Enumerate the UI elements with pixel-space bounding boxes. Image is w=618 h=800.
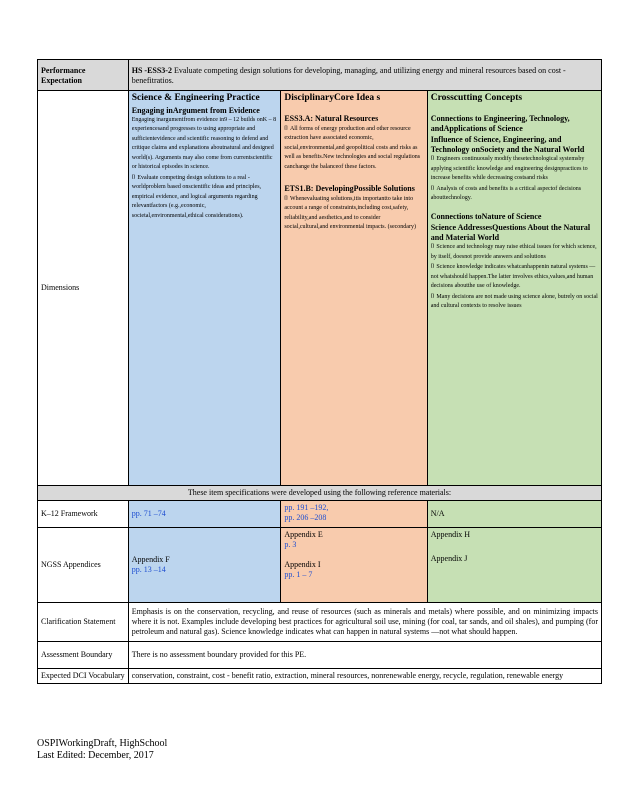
assessment-text: There is no assessment boundary provided for this PE. xyxy=(128,642,601,669)
reference-note: These item specifications were developed using the following reference materials: xyxy=(38,486,602,501)
sep-body: Engaging inargumentfrom evidence in9 – 12 builds onK – 8 experiencesand progresses to using appropriate and sufficientevidence and scientific reasoning to defend and critique claims and explanations aboutnatural and designed world(s). Arguments may also come from currentscientific or historical episodes in science. xyxy=(131,116,277,170)
ets1b-title: ETS1.B: DevelopingPossible Solutions xyxy=(284,184,415,193)
k12-sep-link[interactable]: pp. 71 –74 xyxy=(131,509,166,518)
clarification-row xyxy=(38,603,602,642)
ets1b-bullet xyxy=(284,195,423,233)
document-footer xyxy=(37,738,167,762)
ngss-appendices-row xyxy=(38,528,602,603)
k12-ccc-ref: N/A xyxy=(427,501,601,528)
vocabulary-label: Expected DCI Vocabulary xyxy=(38,669,129,684)
sep-bullet-text: Evaluate competing design solutions to a real - worldproblem based onscientific ideas and principles, empirical evidence, and logical arguments regarding relevantfactors (e.g.,economic, societal,environmental,ethical considerations). xyxy=(131,174,262,219)
clarification-text: Emphasis is on the conservation, recycling, and reuse of resources (such as minerals and metals) where possible, and on minimizing impacts where it is not. Examples include developing best practices for agricultural soil use, mining (for coal, tar sands, and oil shales), and pumping (for petroleum and natural gas). Science knowledge indicates what can happen in natural systems —not what should happen. xyxy=(128,603,601,642)
k12-framework-label: K–12 Framework xyxy=(38,501,129,528)
ccc-sec2-bullet-3: ⌷ Many decisions are not made using science alone, butrely on social and cultural contexts to resolve issues xyxy=(430,293,598,309)
item-specification-table xyxy=(37,59,602,684)
ngss-ccc-appendix-j: Appendix J xyxy=(430,554,468,563)
sep-subtitle: Engaging inArgument from Evidence xyxy=(131,106,260,115)
spec-document xyxy=(37,59,602,684)
ess3a-text: All forms of energy production and other resource extraction have associated economic, social,environmental,and geopolitical costs and risks as well as benefits.New technologies and social regulations canchange the balanceof these factors. xyxy=(284,125,421,170)
ccc-sec1-bullet-1: ⌷ Engineers continuously modify thesetechnological systemsby applying scientific knowledge and engineering designpractices to increase benefits while decreasing costsand risks xyxy=(430,156,588,181)
ngss-dci-pages-e[interactable]: p. 3 xyxy=(284,540,297,549)
ccc-sec2-subtitle: Science AddressesQuestions About the Natural and Material World xyxy=(430,223,591,242)
ngss-sep-pages[interactable]: pp. 13 –14 xyxy=(131,565,166,574)
ess3a-bullet xyxy=(284,125,423,173)
k12-sep-ref xyxy=(128,501,281,528)
bullet-icon: ⌷ xyxy=(284,195,288,202)
vocabulary-row xyxy=(38,669,602,684)
ess3a-title: ESS3.A: Natural Resources xyxy=(284,114,379,123)
ngss-dci-ref xyxy=(281,528,427,603)
ngss-dci-pages-i[interactable]: pp. 1 – 7 xyxy=(284,570,313,579)
ccc-cell xyxy=(427,91,601,486)
bullet-icon: ⌷ xyxy=(430,244,435,250)
k12-dci-ref xyxy=(281,501,427,528)
ccc-sec2-title: Connections toNature of Science xyxy=(430,211,542,221)
ccc-sec2-bullet-2: ⌷ Science knowledge indicates whatcanhappenin natural systems — not whatshould happen.The latter involves ethics,values,and human decisions aboutthe use of knowledge. xyxy=(430,264,596,289)
ccc-sec1-title: Connections to Engineering, Technology, andApplications of Science xyxy=(430,114,570,133)
dimensions-label: Dimensions xyxy=(38,91,129,486)
pe-statement xyxy=(128,60,601,91)
ccc-sec1-subtitle: Influence of Science, Engineering, and Technology onSociety and the Natural World xyxy=(430,135,585,154)
bullet-icon: ⌷ xyxy=(430,293,435,300)
ccc-sec1-bullet-2: ⌷ Analysis of costs and benefits is a critical aspectof decisions abouttechnology. xyxy=(430,185,582,201)
ccc-sec2-bullet-1: ⌷ Science and technology may raise ethical issues for which science, by itself, doesnot provide answers and solutions xyxy=(430,244,597,260)
ngss-appendices-label: NGSS Appendices xyxy=(38,528,129,603)
bullet-icon: ⌷ xyxy=(284,125,288,132)
bullet-icon: ⌷ xyxy=(430,264,435,270)
assessment-row xyxy=(38,642,602,669)
ccc-title: Crosscutting Concepts xyxy=(430,93,523,103)
bullet-icon: ⌷ xyxy=(430,185,435,192)
ngss-dci-appendix-e: Appendix E xyxy=(284,530,323,539)
clarification-label: Clarification Statement xyxy=(38,603,129,642)
ngss-dci-appendix-i: Appendix I xyxy=(284,560,321,569)
pe-code: HS -ESS3-2 xyxy=(131,66,172,75)
vocabulary-text: conservation, constraint, cost - benefit ratio, extraction, mineral resources, nonrenewable energy, recycle, regulation, renewable energy xyxy=(128,669,601,684)
k12-dci-link-2[interactable]: pp. 206 –208 xyxy=(284,513,327,522)
ngss-ccc-ref xyxy=(427,528,601,603)
pe-row xyxy=(38,60,602,91)
ngss-sep-ref xyxy=(128,528,281,603)
pe-text: Evaluate competing design solutions for developing, managing, and utilizing energy and mineral resources based on cost - benefitratios. xyxy=(131,66,566,85)
ngss-ccc-appendix-h: Appendix H xyxy=(430,530,471,539)
sep-title: Science & Engineering Practice xyxy=(131,93,260,103)
pe-label: Performance Expectation xyxy=(38,60,129,91)
dimensions-row xyxy=(38,91,602,486)
k12-framework-row xyxy=(38,501,602,528)
sep-cell xyxy=(128,91,281,486)
assessment-label: Assessment Boundary xyxy=(38,642,129,669)
ets1b-text: Whenevaluating solutions,itis importantto take into account a range of constraints,including cost,safety, reliability,and aesthetics,and to consider social,cultural,and environmental impacts. (secondary) xyxy=(284,195,416,230)
dci-title: DisciplinaryCore Idea s xyxy=(284,93,381,103)
footer-draft: OSPIWorkingDraft, HighSchool xyxy=(37,738,168,749)
footer-edited: Last Edited: December, 2017 xyxy=(37,750,154,761)
sep-bullet xyxy=(132,174,278,222)
k12-dci-link-1[interactable]: pp. 191 –192, xyxy=(284,503,329,512)
ngss-sep-appendix: Appendix F xyxy=(131,555,170,564)
bullet-icon: ⌷ xyxy=(131,174,136,181)
reference-note-row xyxy=(38,486,602,501)
dci-cell xyxy=(281,91,427,486)
bullet-icon: ⌷ xyxy=(430,156,435,162)
